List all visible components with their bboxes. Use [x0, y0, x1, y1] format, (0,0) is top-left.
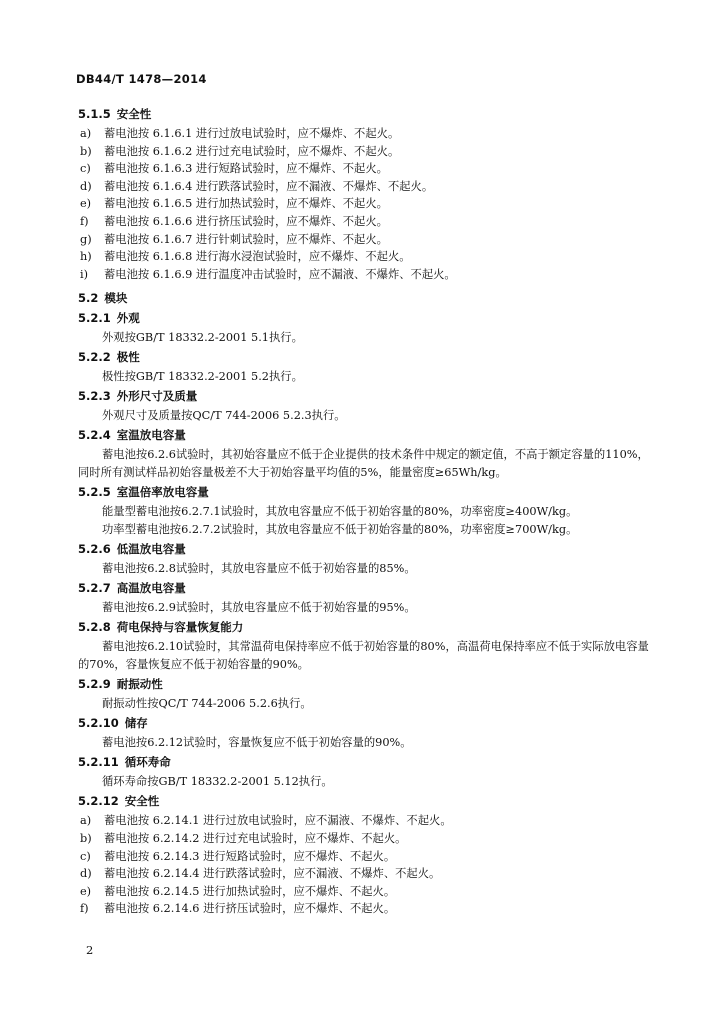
section-5-2-4: [78, 426, 658, 482]
list-text: 蓄电池按 6.1.6.3 进行短路试验时，应不爆炸、不起火。: [104, 162, 388, 176]
section-number: 5.2.2: [78, 350, 111, 365]
list-text: 蓄电池按 6.1.6.5 进行加热试验时，应不爆炸、不起火。: [104, 197, 388, 211]
section-number: 5.2.4: [78, 428, 111, 443]
section-title: 外形尺寸及质量: [116, 389, 198, 404]
list-item: [78, 266, 658, 284]
section-5-2-1: [78, 309, 658, 347]
document-body: [78, 104, 658, 919]
section-5-2-3: [78, 387, 658, 425]
section-body: 蓄电池按6.2.10试验时，其常温荷电保持率应不低于初始容量的80%，高温荷电保持率应不低于实际放电容量的70%，容量恢复应不低于初始容量的90%。: [78, 640, 649, 672]
list-marker: f): [80, 902, 89, 916]
section-body: 蓄电池按6.2.8试验时，其放电容量应不低于初始容量的85%。: [102, 562, 416, 576]
section-5-2-2: [78, 348, 658, 386]
section-title: 室温放电容量: [116, 428, 186, 443]
section-title: 循环寿命: [124, 755, 171, 770]
list-text: 蓄电池按 6.2.14.4 进行跌落试验时，应不漏液、不爆炸、不起火。: [104, 867, 441, 881]
section-title: 安全性: [116, 107, 152, 121]
section-title: 荷电保持与容量恢复能力: [116, 620, 244, 635]
section-heading: [78, 714, 658, 732]
list-text: 蓄电池按 6.1.6.4 进行跌落试验时，应不漏液、不爆炸、不起火。: [104, 179, 434, 193]
section-number: 5.1.5: [78, 107, 111, 121]
section-title: 耐振动性: [116, 677, 163, 692]
list-marker: i): [80, 267, 89, 281]
section-number: 5.2.11: [78, 755, 119, 770]
list-text: 蓄电池按 6.1.6.7 进行针刺试验时，应不爆炸、不起火。: [104, 232, 388, 246]
list-text: 蓄电池按 6.2.14.6 进行挤压试验时，应不爆炸、不起火。: [104, 902, 396, 916]
section-title: 低温放电容量: [116, 542, 186, 557]
list-item: [78, 830, 658, 848]
section-title: 储存: [124, 716, 148, 731]
list-item: [78, 248, 658, 266]
section-body: 蓄电池按6.2.9试验时，其放电容量应不低于初始容量的95%。: [102, 601, 416, 615]
list-marker: g): [80, 232, 92, 246]
list-item: [78, 883, 658, 901]
section-number: 5.2.10: [78, 716, 119, 731]
list-item: [78, 178, 658, 196]
section-number: 5.2.3: [78, 389, 111, 404]
section-heading: [78, 753, 658, 771]
section-5-2-8: [78, 618, 658, 674]
list-text: 蓄电池按 6.1.6.8 进行海水浸泡试验时，应不爆炸、不起火。: [104, 250, 411, 264]
list-item: [78, 213, 658, 231]
section-heading: [78, 387, 658, 405]
list-text: 蓄电池按 6.1.6.2 进行过充电试验时，应不爆炸、不起火。: [104, 144, 400, 158]
section-5-2-11: [78, 753, 658, 791]
section-body-line: 功率型蓄电池按6.2.7.2试验时，其放电容量应不低于初始容量的80%，功率密度≥700W/kg。: [102, 523, 578, 537]
list-marker: h): [80, 250, 92, 264]
section-5-2-6: [78, 540, 658, 578]
section-title: 高温放电容量: [116, 581, 186, 596]
section-heading: [78, 792, 658, 810]
list-marker: e): [80, 884, 92, 898]
section-title: 安全性: [124, 794, 160, 809]
section-number: 5.2.7: [78, 581, 111, 596]
list-item: [78, 812, 658, 830]
section-heading: [78, 675, 658, 693]
document-header-code: DB44/T 1478—2014: [76, 72, 207, 86]
list-text: 蓄电池按 6.1.6.6 进行挤压试验时，应不爆炸、不起火。: [104, 214, 388, 228]
list-marker: a): [80, 814, 92, 828]
section-heading: [78, 618, 658, 636]
section-number: 5.2.9: [78, 677, 111, 692]
section-body: 耐振动性按QC/T 744-2006 5.2.6执行。: [102, 697, 312, 711]
section-heading: [78, 105, 658, 123]
list-marker: c): [80, 162, 91, 176]
list-marker: d): [80, 179, 92, 193]
list-text: 蓄电池按 6.1.6.9 进行温度冲击试验时，应不漏液、不爆炸、不起火。: [104, 267, 456, 281]
list-marker: d): [80, 867, 92, 881]
section-title: 外观: [116, 311, 140, 326]
section-number: 5.2.5: [78, 485, 111, 500]
section-heading: [78, 289, 658, 307]
list-item: [78, 195, 658, 213]
section-heading: [78, 426, 658, 444]
section-body: 蓄电池按6.2.6试验时，其初始容量应不低于企业提供的技术条件中规定的额定值，不高于额定容量的110%，同时所有测试样品初始容量极差不大于初始容量平均值的5%，能量密度≥65Wh/kg。: [78, 448, 649, 480]
section-title: 室温倍率放电容量: [116, 485, 209, 500]
list-text: 蓄电池按 6.2.14.2 进行过充电试验时，应不爆炸、不起火。: [104, 831, 407, 845]
list-marker: b): [80, 144, 92, 158]
section-number: 5.2.1: [78, 311, 111, 326]
list-item: [78, 900, 658, 918]
section-body: 循环寿命按GB/T 18332.2-2001 5.12执行。: [102, 775, 333, 789]
section-5-2-5: [78, 483, 658, 539]
section-body: 外观按GB/T 18332.2-2001 5.1执行。: [102, 331, 303, 345]
list-item: [78, 143, 658, 161]
section-5-2: [78, 289, 658, 307]
list-item: [78, 848, 658, 866]
list-marker: a): [80, 127, 92, 140]
list-text: 蓄电池按 6.1.6.1 进行过放电试验时，应不爆炸、不起火。: [104, 127, 400, 140]
list-item: [78, 231, 658, 249]
list-text: 蓄电池按 6.2.14.1 进行过放电试验时，应不漏液、不爆炸、不起火。: [104, 814, 452, 828]
list-marker: b): [80, 831, 92, 845]
list-text: 蓄电池按 6.2.14.5 进行加热试验时，应不爆炸、不起火。: [104, 884, 396, 898]
list-marker: e): [80, 197, 92, 211]
section-5-2-9: [78, 675, 658, 713]
section-title: 极性: [116, 350, 140, 365]
section-body: 外观尺寸及质量按QC/T 744-2006 5.2.3执行。: [102, 409, 346, 423]
list-item: [78, 160, 658, 178]
section-5-2-10: [78, 714, 658, 752]
section-heading: [78, 579, 658, 597]
section-body-line: 能量型蓄电池按6.2.7.1试验时，其放电容量应不低于初始容量的80%，功率密度≥400W/kg。: [102, 505, 578, 519]
section-body: 蓄电池按6.2.12试验时，容量恢复应不低于初始容量的90%。: [102, 736, 412, 750]
list-item: [78, 125, 658, 143]
section-5-2-12: [78, 792, 658, 918]
list-text: 蓄电池按 6.2.14.3 进行短路试验时，应不爆炸、不起火。: [104, 849, 396, 863]
section-heading: [78, 348, 658, 366]
section-number: 5.2.8: [78, 620, 111, 635]
section-heading: [78, 309, 658, 327]
section-heading: [78, 483, 658, 501]
section-heading: [78, 540, 658, 558]
page-number: 2: [86, 943, 94, 957]
section-5-2-7: [78, 579, 658, 617]
list-marker: c): [80, 849, 91, 863]
section-number: 5.2.12: [78, 794, 119, 809]
section-5-1-5: [78, 105, 658, 283]
section-number: 5.2: [78, 291, 99, 306]
section-body: 极性按GB/T 18332.2-2001 5.2执行。: [102, 370, 303, 384]
list-item: [78, 865, 658, 883]
section-title: 模块: [104, 291, 128, 306]
section-number: 5.2.6: [78, 542, 111, 557]
list-marker: f): [80, 214, 89, 228]
